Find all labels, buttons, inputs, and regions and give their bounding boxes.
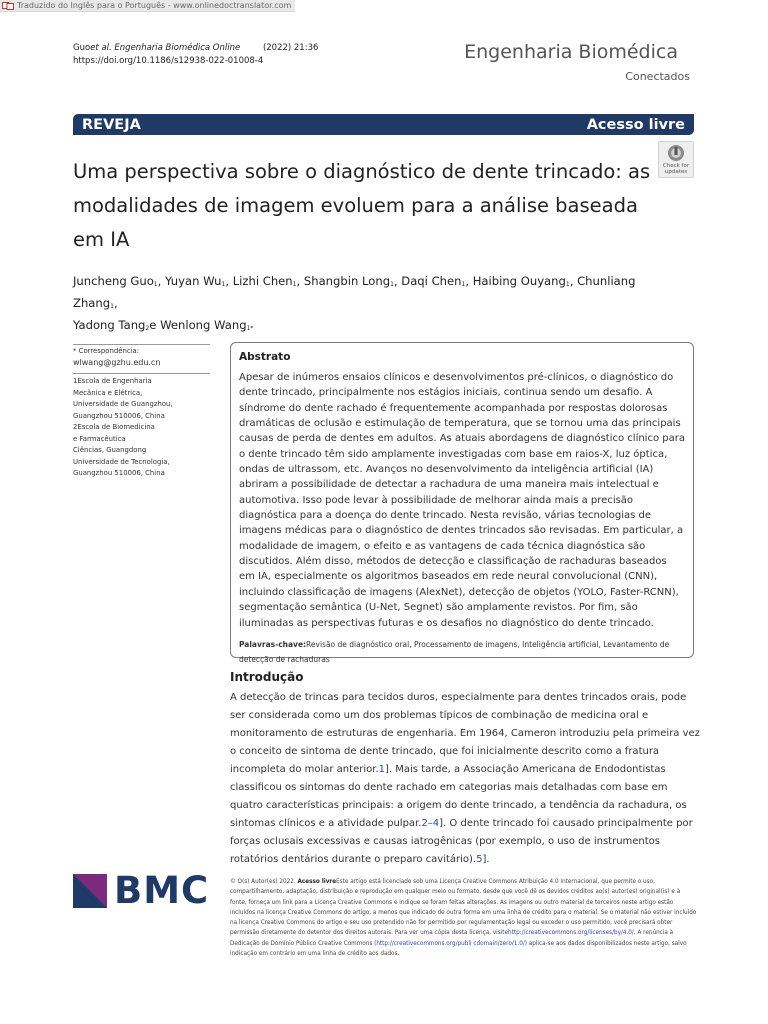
author-list: [73, 272, 673, 338]
author[interactable]: Haibing Ouyang: [472, 274, 566, 288]
reference-link[interactable]: 2–4: [421, 818, 440, 830]
abstract-text: Apesar de inúmeros ensaios clínicos e desenvolvimentos pré-clínicos, o diagnóstico do dente trincado, principalmente nos estágios iniciais, continua sendo um desafio. A síndrome do dente rachado é frequentemente acompanhada por respostas dolorosas dramáticas de oclusão e estimulação de temperatura, que se tornou uma das principais causas de perda de dentes em adultos. As atuais abordagens de diagnóstico clínico para o dente trincado têm sido amplamente investigadas com base em raios-X, luz óptica, ondas de ultrassom, etc. Avanços no desenvolvimento da inteligência artificial (IA) abriram a possibilidade de detectar a rachadura de uma maneira mais intelectual e automotiva. Isso pode levar à possibilidade de melhorar ainda mais a precisão diagnóstica para a doença do dente trincado. Nesta revisão, várias tecnologias de imagens médicas para o diagnóstico de dentes trincados são revisadas. Em particular, a modalidade de imagem, o efeito e as vantagens de cada técnica diagnóstica são discutidos. Além disso, métodos de detecção e classificação de rachaduras baseados em IA, especialmente os algoritmos baseados em rede neural convolucional (CNN), incluindo classificação de imagens (AlexNet), detecção de objetos (YOLO, Faster-RCNN), segmentação semântica (U-Net, Segnet) são amplamente revistos. Por fim, são iluminadas as perspectivas futuras e os desafios no diagnóstico do dente trincado.: [239, 372, 685, 629]
abstract-box: [230, 342, 694, 664]
intro-paragraph: [230, 689, 700, 869]
intro-heading: Introdução: [230, 670, 304, 684]
affiliation-line: Guangzhou 510006, China: [73, 469, 165, 477]
author-separator: e: [149, 318, 161, 332]
license-main: Este artigo está licenciado sob uma Licença Creative Commons Atribuição 4.0 Internacional, que permite o uso, compartilhamento, adaptação, distribuição e reprodução em qualquer meio ou formato, desde que você dê os devidos créditos ao(s) autor(es) original(is) e à fonte, forneça um link para a Licença Creative Commons e indique se foram feitas alterações. As imagens ou outro material de terceiros neste artigo estão incluídos na licença Creative Commons do artigo, a menos que indicado de outra forma em uma linha de crédito para o material. Se o material não estiver incluído na licença Creative Commons do artigo e seu uso pretendido não for permitido por regulamentação legal ou exceder o uso permitido, você precisará obter permissão diretamente do detentor dos direitos autorais. Para ver uma cópia desta licença, visite: [230, 879, 697, 937]
license-mid: . A renúncia à Dedicação de Domínio Público Creative Commons (: [230, 930, 674, 947]
cite-journal: et al. Engenharia Biomédica Online: [90, 43, 241, 53]
author-separator: ,: [296, 274, 304, 288]
abstract-heading: Abstrato: [239, 351, 291, 363]
correspondence-email[interactable]: wlwang@gzhu.edu.cn: [73, 358, 161, 367]
author-affiliation-mark: 1: [110, 303, 114, 310]
affiliation-line: Guangzhou 510006, China: [73, 411, 165, 420]
intro-text: A detecção de trincas para tecidos duros, especialmente para dentes trincados orais, pode ser considerada como um dos problemas típicos de combinação de medicina oral e monitoramento de estruturas de engenharia. Em 1964, Cameron introduziu pela primeira vez o conceito de sintoma de dente trincado, que foi inicialmente descrito como a fratura incompleta do molar anterior.: [230, 692, 700, 776]
keywords-label: Palavras-chave:: [239, 639, 307, 649]
author-separator: ,: [157, 274, 165, 288]
article-type-banner: [73, 114, 694, 135]
check-for-updates-badge[interactable]: [658, 141, 694, 178]
keywords: [239, 637, 685, 667]
citation-block: [73, 42, 318, 68]
author-separator: ,: [393, 274, 402, 288]
author-affiliation-mark: 1: [153, 281, 158, 288]
author[interactable]: Daqi Chen: [401, 274, 462, 288]
author-separator: ,: [465, 274, 473, 288]
cite-author: Guo: [73, 43, 91, 53]
intro-text: ].: [482, 854, 490, 866]
author-separator: ,: [225, 274, 233, 288]
public-domain-link[interactable]: http://creativecommons.org/publi cdomain/zero/1.0/: [376, 940, 525, 947]
translate-icon: [2, 2, 14, 10]
keywords-text: Revisão de diagnóstico oral, Processamento de imagens, Inteligência artificial, Levantamento de detecção de rachaduras: [239, 639, 670, 664]
affiliation-line: 2Escola de Biomedicina: [73, 423, 155, 431]
cite-year-volume: (2022) 21:36: [262, 43, 319, 53]
intro-text: ]. O dente trincado foi causado principalmente por forças oclusais excessivas e causas iatrogênicas (por exemplo, o uso de instrumentos rotatórios dentários durante o preparo cavitário).: [230, 818, 693, 866]
license-lead: © O(s) Autor(es) 2022.: [230, 879, 296, 885]
bmc-logo: [73, 871, 209, 911]
author-affiliation-mark: 1: [221, 281, 226, 288]
article-type-label: REVEJA: [82, 116, 141, 133]
divider: [73, 344, 210, 345]
author[interactable]: Yuyan Wu: [165, 274, 222, 288]
affiliation-line: Universidade de Tecnologia,: [73, 457, 170, 466]
bmc-logo-text: BMC: [114, 869, 210, 912]
author-affiliation-mark: 1: [565, 281, 570, 288]
license-end: ) aplica-se aos dados disponibilizados neste artigo, salvo indicação em contrário em uma linha de crédito aos dados.: [230, 940, 687, 958]
author[interactable]: Yadong Tang: [73, 318, 146, 332]
license-open-access: Acesso livre: [297, 879, 337, 885]
license-link[interactable]: http://creativecommons.org/licenses/by/4.0/: [508, 930, 634, 937]
correspondence-label: * Correspondência:: [73, 347, 140, 355]
author-affiliation-mark: 1: [292, 281, 297, 288]
author-affiliation-mark: 1*: [246, 325, 254, 332]
author-affiliation-mark: 1: [461, 281, 466, 288]
author-separator: ,: [113, 296, 118, 310]
affiliation-line: Ciências, Guangdong: [73, 446, 147, 454]
divider: [73, 373, 210, 374]
affiliation-line: Universidade de Guangzhou,: [73, 400, 173, 408]
journal-name: Engenharia Biomédica: [464, 41, 678, 63]
open-access-label: Acesso livre: [586, 116, 685, 133]
check-updates-icon: [667, 144, 685, 162]
updates-line-2: updates: [664, 169, 688, 175]
doi-link[interactable]: https://doi.org/10.1186/s12938-022-01008-4: [73, 56, 264, 66]
correspondence-block: [73, 346, 211, 370]
author[interactable]: Chunliang Zhang: [73, 274, 636, 310]
author[interactable]: Juncheng Guo: [73, 274, 154, 288]
title-line-2: modalidades de imagem evoluem para a análise baseada em IA: [73, 194, 638, 251]
updates-line-1: Check for: [662, 163, 690, 169]
affiliations-block: [73, 376, 211, 480]
reference-link[interactable]: 1: [378, 764, 385, 776]
affiliation-line: Mecânica e Elétrica,: [73, 388, 143, 397]
affiliation-line: 1Escola de Engenharia: [73, 377, 152, 385]
article-title: [73, 155, 663, 257]
affiliation-line: e Farmacêutica: [73, 434, 126, 443]
bmc-logo-mark-icon: [73, 874, 107, 908]
journal-subtitle: Conectados: [625, 70, 690, 83]
translator-banner-text[interactable]: Traduzido do Inglês para o Português - www.onlinedoctranslator.com: [17, 1, 292, 10]
author-separator: ,: [569, 274, 578, 288]
license-text: [230, 877, 698, 959]
intro-text: ]. Mais tarde, a Associação Americana de Endodontistas classificou os sintomas do dente rachado em categorias mais detalhadas com base em quatro características principais: a origem do dente trincado, a tendência da rachadura, os sintomas clínicos e a atividade pulpar.: [230, 764, 687, 830]
author-affiliation-mark: 1: [390, 281, 394, 288]
author[interactable]: Wenlong Wang: [160, 318, 247, 332]
author-affiliation-mark: 2: [145, 325, 150, 332]
reference-link[interactable]: 5: [476, 854, 483, 866]
translator-banner[interactable]: [0, 0, 295, 12]
author[interactable]: Shangbin Long: [303, 274, 391, 288]
title-line-1: Uma perspectiva sobre o diagnóstico de dente trincado: as: [73, 160, 651, 183]
author[interactable]: Lizhi Chen: [232, 274, 293, 288]
